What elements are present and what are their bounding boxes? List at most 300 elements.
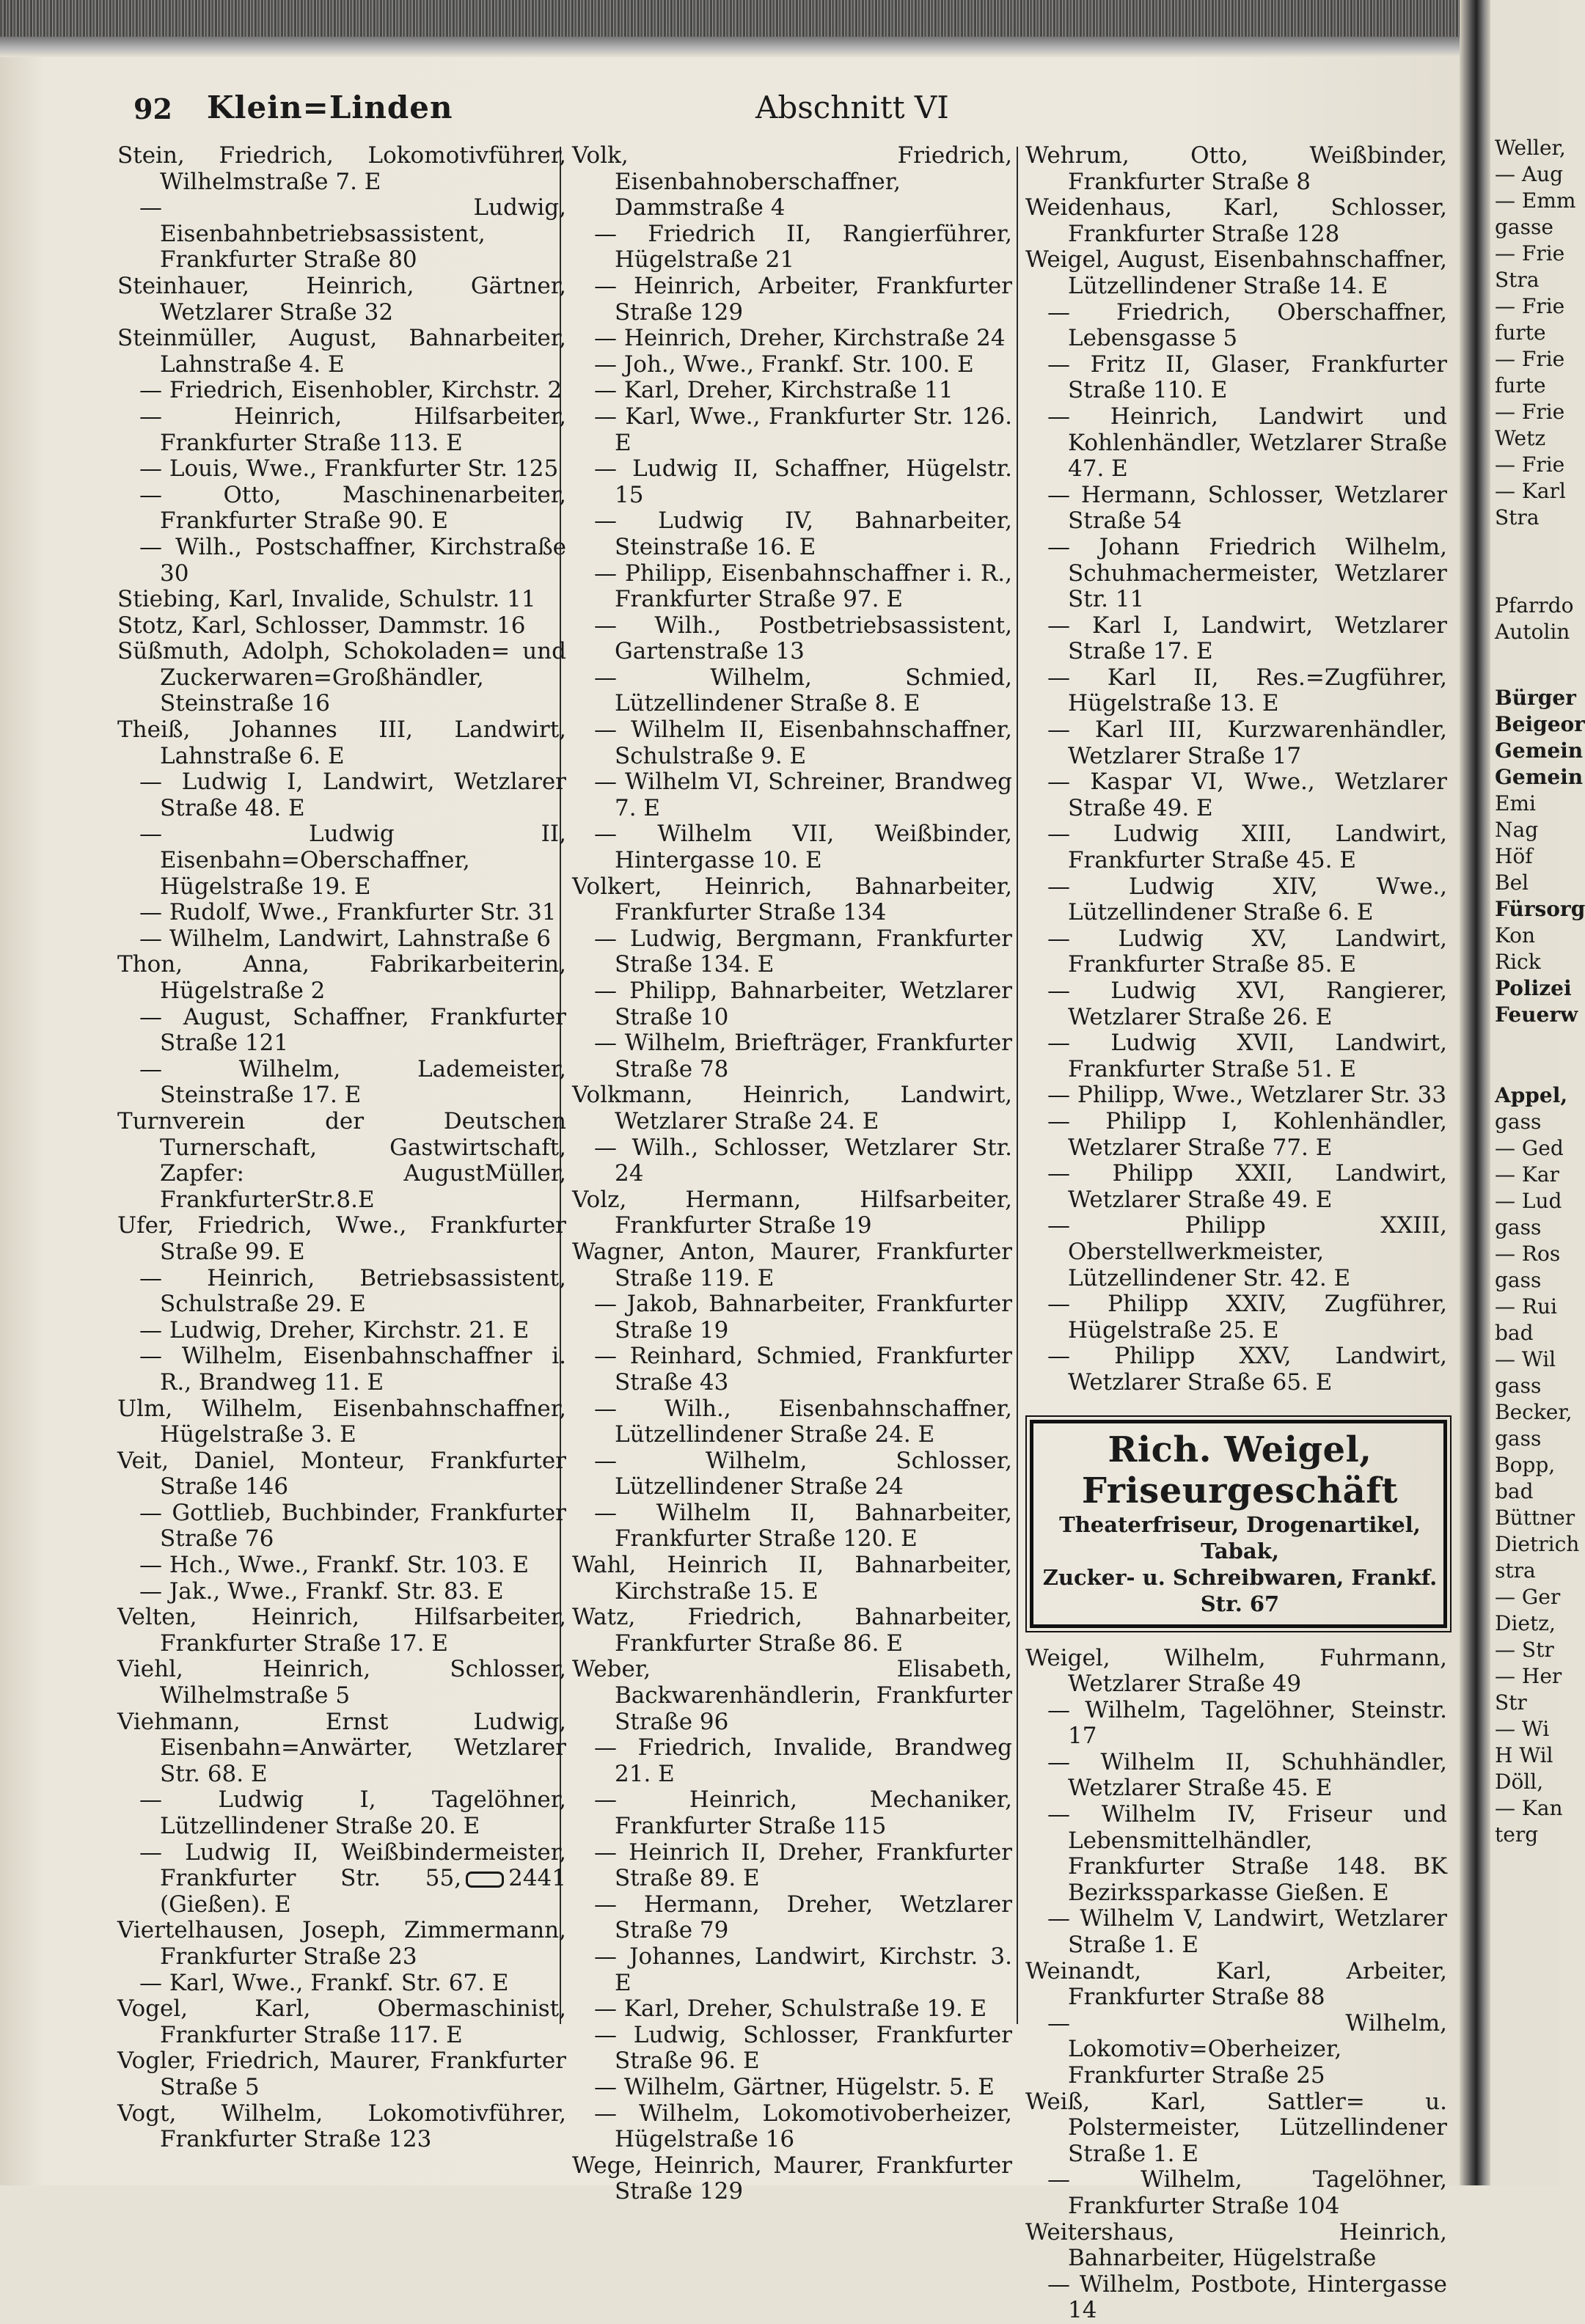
- directory-entry: [572, 2153, 1012, 2205]
- entry-text: Vogel, Karl, Obermaschinist, Frankfurter Straße 117. E: [117, 1995, 566, 2048]
- directory-entry: [117, 1971, 566, 1997]
- directory-entry: [1025, 1750, 1447, 1802]
- directory-entry: [1025, 1344, 1447, 1396]
- directory-entry: [117, 1709, 566, 1788]
- entry-text: — Heinrich, Mechaniker, Frankfurter Straße 115: [594, 1786, 1012, 1839]
- directory-entry: [572, 1030, 1012, 1082]
- directory-entry: [117, 535, 566, 587]
- directory-entry: [1025, 1030, 1447, 1082]
- entry-text: — Wilhelm, Postbote, Hintergasse 14: [1047, 2270, 1447, 2324]
- adjacent-page-fragment: — Frie: [1495, 452, 1565, 477]
- directory-entry: [1025, 143, 1447, 195]
- directory-entry: [572, 404, 1012, 456]
- directory-entry: [117, 926, 566, 953]
- adjacent-page-fragment: Weller,: [1495, 136, 1566, 160]
- entry-text: Weitershaus, Heinrich, Bahnarbeiter, Hügelstraße: [1025, 2218, 1447, 2272]
- adjacent-page-fragment: gass: [1495, 1268, 1542, 1292]
- adjacent-page-fragment: — Frie: [1495, 241, 1565, 265]
- page-number: 92: [133, 92, 172, 125]
- entry-text: — Heinrich, Hilfsarbeiter, Frankfurter Straße 113. E: [139, 403, 566, 456]
- directory-entry: [572, 1291, 1012, 1344]
- entry-text: — Ludwig XIII, Landwirt, Frankfurter Straße 45. E: [1047, 821, 1447, 874]
- directory-entry: [1025, 1213, 1447, 1291]
- adjacent-page-fragment: Appel,: [1495, 1083, 1568, 1107]
- directory-entry: [572, 143, 1012, 221]
- adjacent-page-fragment: — Kan: [1495, 1796, 1563, 1820]
- entry-text: — Karl, Dreher, Schulstraße 19. E: [594, 1995, 987, 2023]
- entry-text: — Ludwig, Dreher, Kirchstr. 21. E: [139, 1316, 530, 1344]
- entry-text: Süßmuth, Adolph, Schokoladen= und Zuckerwaren=Großhändler, Steinstraße 16: [117, 638, 566, 717]
- entry-text: — Heinrich, Landwirt und Kohlenhändler, Wetzlarer Straße 47. E: [1047, 403, 1447, 483]
- entry-text: Viehmann, Ernst Ludwig, Eisenbahn=Anwärter, Wetzlarer Str. 68. E: [117, 1708, 566, 1787]
- advertisement-box: [1030, 1420, 1447, 1628]
- entry-text: Stotz, Karl, Schlosser, Dammstr. 16: [117, 612, 526, 639]
- entry-text: — Karl, Wwe., Frankfurter Str. 126. E: [594, 403, 1012, 456]
- entry-text: — Reinhard, Schmied, Frankfurter Straße 43: [594, 1343, 1012, 1396]
- directory-entry: [572, 2023, 1012, 2075]
- directory-entry: [572, 1605, 1012, 1657]
- entry-text: — Karl, Wwe., Frankf. Str. 67. E: [139, 1969, 509, 1996]
- directory-entry: [117, 2101, 566, 2153]
- adjacent-page-fragment: Fürsorg: [1495, 897, 1585, 921]
- directory-entry: [117, 639, 566, 717]
- entry-text: — Fritz II, Glaser, Frankfurter Straße 110. E: [1047, 351, 1447, 404]
- adjacent-page-fragment: — Her: [1495, 1664, 1562, 1688]
- directory-column-3: [1025, 143, 1447, 2324]
- directory-entry: [117, 1500, 566, 1553]
- directory-entry: [1025, 247, 1447, 299]
- directory-entry: [572, 769, 1012, 821]
- adjacent-page-fragment: gass: [1495, 1374, 1542, 1398]
- directory-entry: [572, 221, 1012, 274]
- entry-text: — Philipp I, Kohlenhändler, Wetzlarer Straße 77. E: [1047, 1107, 1447, 1161]
- directory-entry: [572, 926, 1012, 978]
- directory-entry: [1025, 1109, 1447, 1161]
- directory-entry: [1025, 2220, 1447, 2272]
- adjacent-page-fragment: Höf: [1495, 844, 1533, 868]
- directory-entry: [117, 1266, 566, 1318]
- adjacent-page-fragment: Rick: [1495, 950, 1541, 974]
- adjacent-page-fragment: Dietrich: [1495, 1532, 1580, 1556]
- entry-text-after: (Gießen). E: [160, 1891, 291, 1918]
- directory-entry: [117, 821, 566, 900]
- adjacent-page-fragment: — Frie: [1495, 400, 1565, 424]
- directory-entry: [117, 613, 566, 639]
- entry-text: — Hch., Wwe., Frankf. Str. 103. E: [139, 1552, 530, 1579]
- directory-entry: [572, 1396, 1012, 1448]
- directory-entry: [117, 769, 566, 821]
- adjacent-page-fragment: Dietz,: [1495, 1611, 1556, 1635]
- entry-text: — Ludwig IV, Bahnarbeiter, Steinstraße 16. E: [594, 507, 1012, 560]
- entry-text: — Friedrich, Eisenhobler, Kirchstr. 2: [139, 377, 563, 404]
- adjacent-page-fragment: — Ger: [1495, 1585, 1561, 1609]
- adjacent-page-fragment: — Karl: [1495, 479, 1566, 503]
- adjacent-page-fragment: Wetz: [1495, 426, 1546, 450]
- directory-entry: [572, 1892, 1012, 1944]
- entry-text: — Jak., Wwe., Frankf. Str. 83. E: [139, 1577, 504, 1605]
- directory-entry: [1025, 821, 1447, 873]
- directory-entry: [1025, 613, 1447, 665]
- adjacent-page-fragment: Beigeor: [1495, 712, 1585, 736]
- entry-text: — Wilhelm V, Landwirt, Wetzlarer Straße 1. E: [1047, 1905, 1447, 1959]
- entry-text: — Philipp XXIV, Zugführer, Hügelstraße 25. E: [1047, 1291, 1447, 1344]
- entry-text: — Ludwig II, Weißbindermeister, Frankfurter Str. 55,: [139, 1839, 566, 1892]
- directory-entry: [117, 1918, 566, 1970]
- directory-entry: [117, 1396, 566, 1448]
- entry-text: — Ludwig I, Tagelöhner, Lützellindener Straße 20. E: [139, 1786, 566, 1839]
- entry-text: — Joh., Wwe., Frankf. Str. 100. E: [594, 351, 974, 378]
- directory-entry: [572, 326, 1012, 352]
- entry-text: — Wilhelm, Briefträger, Frankfurter Straße 78: [594, 1030, 1012, 1082]
- adjacent-page-fragment: Döll,: [1495, 1770, 1544, 1794]
- entry-text: — Wilhelm, Landwirt, Lahnstraße 6: [139, 925, 551, 952]
- entry-text: Weiß, Karl, Sattler= u. Polstermeister, Lützellindener Straße 1. E: [1025, 2088, 1447, 2167]
- directory-entry: [572, 1840, 1012, 1892]
- entry-text: Veit, Daniel, Monteur, Frankfurter Straße 146: [117, 1447, 566, 1500]
- directory-entry: [117, 326, 566, 378]
- entry-text: — Ludwig XV, Landwirt, Frankfurter Straße 85. E: [1047, 925, 1447, 978]
- directory-entry: [572, 1996, 1012, 2023]
- page-header: [117, 87, 1449, 138]
- entry-text: Viertelhausen, Joseph, Zimmermann, Frankfurter Straße 23: [117, 1917, 566, 1970]
- entry-text: Turnverein der Deutschen Turnerschaft, Gastwirtschaft, Zapfer: AugustMüller, FrankfurterStr.8.E: [117, 1107, 566, 1213]
- entry-text: Wahl, Heinrich II, Bahnarbeiter, Kirchstraße 15. E: [572, 1552, 1012, 1605]
- entry-text: — Wilh., Postschaffner, Kirchstraße 30: [139, 533, 566, 587]
- directory-entry: [117, 587, 566, 613]
- adjacent-page-fragment: Gemein: [1495, 765, 1584, 789]
- directory-entry: [572, 352, 1012, 378]
- directory-entry: [572, 1787, 1012, 1839]
- entry-text: — Wilhelm, Gärtner, Hügelstr. 5. E: [594, 2073, 995, 2100]
- entry-text: — Wilhelm II, Bahnarbeiter, Frankfurter Straße 120. E: [594, 1499, 1012, 1553]
- directory-entry: [117, 1005, 566, 1057]
- entry-text: Theiß, Johannes III, Landwirt, Lahnstraße 6. E: [117, 716, 566, 769]
- entry-text: Watz, Friedrich, Bahnarbeiter, Frankfurter Straße 86. E: [572, 1604, 1012, 1657]
- directory-entry: [1025, 978, 1447, 1030]
- column-3-entries-bottom: [1025, 1646, 1447, 2324]
- entry-text: — Karl III, Kurzwarenhändler, Wetzlarer Straße 17: [1047, 716, 1447, 769]
- directory-entry: [572, 456, 1012, 508]
- adjacent-page-fragment: — Frie: [1495, 347, 1565, 371]
- adjacent-page-fragment: gasse: [1495, 215, 1553, 239]
- directory-entry: [1025, 2272, 1447, 2324]
- entry-text: — Ludwig II, Schaffner, Hügelstr. 15: [594, 455, 1012, 508]
- entry-text: — Ludwig XIV, Wwe., Lützellindener Straße 6. E: [1047, 873, 1447, 926]
- directory-entry: [1025, 926, 1447, 978]
- entry-text: — Ludwig XVII, Landwirt, Frankfurter Straße 51. E: [1047, 1030, 1447, 1082]
- directory-entry: [572, 1657, 1012, 1735]
- ad-line-2: Zucker- u. Schreibwaren, Frankf. Str. 67: [1042, 1564, 1438, 1616]
- directory-entry: [117, 1787, 566, 1839]
- directory-entry: [1025, 769, 1447, 821]
- directory-entry: [1025, 300, 1447, 352]
- directory-entry: [572, 978, 1012, 1030]
- directory-entry: [117, 378, 566, 404]
- entry-text: — Wilhelm II, Eisenbahnschaffner, Schulstraße 9. E: [594, 716, 1012, 769]
- entry-text: — Heinrich II, Dreher, Frankfurter Straße 89. E: [594, 1839, 1012, 1892]
- directory-entry: [572, 1553, 1012, 1605]
- entry-text: Ufer, Friedrich, Wwe., Frankfurter Straße 99. E: [117, 1212, 566, 1265]
- directory-entry: [117, 483, 566, 535]
- directory-entry: [1025, 1646, 1447, 1698]
- adjacent-page-fragment: Becker,: [1495, 1400, 1573, 1424]
- directory-entry: [572, 508, 1012, 560]
- entry-text: — Wilhelm, Schlosser, Lützellindener Straße 24: [594, 1447, 1012, 1500]
- entry-text: Steinhauer, Heinrich, Gärtner, Wetzlarer Straße 32: [117, 272, 566, 326]
- entry-text: Wege, Heinrich, Maurer, Frankfurter Straße 129: [572, 2152, 1012, 2205]
- adjacent-page-fragment: bad: [1495, 1321, 1534, 1345]
- entry-text: — Johann Friedrich Wilhelm, Schuhmachermeister, Wetzlarer Str. 11: [1047, 533, 1447, 613]
- adjacent-page-fragment: Autolin: [1495, 620, 1570, 644]
- directory-entry: [572, 1187, 1012, 1239]
- entry-text: — Wilhelm, Lokomotiv=Oberheizer, Frankfurter Straße 25: [1047, 2009, 1447, 2089]
- directory-entry: [117, 1996, 566, 2048]
- entry-text: — Otto, Maschinenarbeiter, Frankfurter Straße 90. E: [139, 481, 566, 535]
- page-section-title: Abschnitt VI: [755, 89, 949, 125]
- directory-entry: [1025, 2011, 1447, 2089]
- entry-text: Weber, Elisabeth, Backwarenhändlerin, Frankfurter Straße 96: [572, 1656, 1012, 1735]
- entry-text: — Philipp XXV, Landwirt, Wetzlarer Straße 65. E: [1047, 1343, 1447, 1396]
- directory-entry: [117, 1344, 566, 1396]
- adjacent-page-fragment: Bel: [1495, 870, 1529, 895]
- entry-text: Viehl, Heinrich, Schlosser, Wilhelmstraße 5: [117, 1656, 566, 1709]
- entry-text: Weidenhaus, Karl, Schlosser, Frankfurter Straße 128: [1025, 194, 1447, 247]
- entry-text: — Wilh., Postbetriebsassistent, Gartenstraße 13: [594, 612, 1012, 665]
- directory-entry: [1025, 1959, 1447, 2011]
- adjacent-page-fragment: — Lud: [1495, 1189, 1562, 1213]
- ad-title: Rich. Weigel, Friseurgeschäft: [1081, 1429, 1399, 1511]
- adjacent-page-fragment: Nag: [1495, 818, 1539, 842]
- entry-text: — Wilhelm, Lokomotivoberheizer, Hügelstraße 16: [594, 2100, 1012, 2153]
- directory-entry: [572, 1344, 1012, 1396]
- entry-text: — Wilh., Schlosser, Wetzlarer Str. 24: [594, 1134, 1012, 1187]
- directory-entry: [572, 2075, 1012, 2101]
- directory-entry: [572, 1239, 1012, 1291]
- entry-text: — Wilhelm VI, Schreiner, Brandweg 7. E: [594, 769, 1012, 821]
- adjacent-page-fragment: Str: [1495, 1690, 1527, 1715]
- adjacent-page-fragment: bad: [1495, 1479, 1534, 1503]
- entry-text: — Wilhelm, Eisenbahnschaffner i. R., Brandweg 11. E: [139, 1343, 566, 1396]
- entry-text: Vogler, Friedrich, Maurer, Frankfurter Straße 5: [117, 2048, 566, 2100]
- directory-entry: [117, 1605, 566, 1657]
- adjacent-page-fragment: Stra: [1495, 505, 1540, 529]
- directory-column-1: [117, 143, 566, 2153]
- directory-entry: [572, 274, 1012, 326]
- directory-entry: [117, 274, 566, 326]
- adjacent-page-fragment: Stra: [1495, 268, 1540, 292]
- entry-text: — Philipp, Bahnarbeiter, Wetzlarer Straße 10: [594, 978, 1012, 1030]
- directory-entry: [572, 1448, 1012, 1500]
- adjacent-page-fragment: — Rui: [1495, 1294, 1557, 1319]
- entry-text: — Heinrich, Arbeiter, Frankfurter Straße 129: [594, 272, 1012, 326]
- directory-entry: [1025, 483, 1447, 535]
- directory-entry: [1025, 1698, 1447, 1750]
- directory-entry: [1025, 665, 1447, 717]
- entry-text: — Wilhelm IV, Friseur und Lebensmittelhändler, Frankfurter Straße 148. BK Bezirkssparkasse Gießen. E: [1047, 1801, 1447, 1906]
- directory-entry: [572, 1135, 1012, 1187]
- entry-text: — Louis, Wwe., Frankfurter Str. 125: [139, 455, 559, 483]
- adjacent-page-fragment: — Aug: [1495, 162, 1564, 186]
- entry-text: — Wilh., Eisenbahnschaffner, Lützellindener Straße 24. E: [594, 1395, 1012, 1448]
- entry-text: — Ludwig II, Eisenbahn=Oberschaffner, Hügelstraße 19. E: [139, 821, 566, 900]
- entry-text: — Heinrich, Betriebsassistent, Schulstraße 29. E: [139, 1264, 566, 1318]
- entry-text: — Kaspar VI, Wwe., Wetzlarer Straße 49. E: [1047, 769, 1447, 821]
- directory-entry: [1025, 1082, 1447, 1109]
- entry-text: — Ludwig, Bergmann, Frankfurter Straße 134. E: [594, 925, 1012, 978]
- directory-entry: [117, 1657, 566, 1709]
- adjacent-page-edge: [1490, 0, 1585, 2185]
- adjacent-page-fragment: — Frie: [1495, 294, 1565, 318]
- directory-entry: [572, 613, 1012, 665]
- directory-entry: [117, 1318, 566, 1344]
- directory-entry: [572, 378, 1012, 404]
- directory-entry: [1025, 404, 1447, 483]
- entry-text: Wagner, Anton, Maurer, Frankfurter Straße 119. E: [572, 1238, 1012, 1291]
- entry-text: Weigel, August, Eisenbahnschaffner, Lützellindener Straße 14. E: [1025, 246, 1447, 299]
- adjacent-page-fragment: — Emm: [1495, 188, 1576, 213]
- entry-text: — Ludwig I, Landwirt, Wetzlarer Straße 48. E: [139, 769, 566, 821]
- directory-entry: [572, 1944, 1012, 1996]
- entry-text: Volkmann, Heinrich, Landwirt, Wetzlarer Straße 24. E: [572, 1082, 1012, 1134]
- entry-text: — Philipp, Eisenbahnschaffner i. R., Frankfurter Straße 97. E: [594, 560, 1012, 613]
- entry-text: Steinmüller, August, Bahnarbeiter, Lahnstraße 4. E: [117, 325, 566, 378]
- adjacent-page-fragment: Pfarrdo: [1495, 593, 1574, 617]
- entry-text: — Karl II, Res.=Zugführer, Hügelstraße 13. E: [1047, 664, 1447, 717]
- entry-text: — Philipp XXII, Landwirt, Wetzlarer Straße 49. E: [1047, 1160, 1447, 1213]
- directory-entry: [117, 456, 566, 483]
- directory-entry: [117, 1213, 566, 1265]
- page-top-shadow: [0, 37, 1559, 57]
- page-place-title: Klein=Linden: [207, 89, 453, 125]
- adjacent-page-fragment: Feuerw: [1495, 1002, 1578, 1027]
- entry-text: — Johannes, Landwirt, Kirchstr. 3. E: [594, 1943, 1012, 1996]
- adjacent-page-fragment: gass: [1495, 1215, 1542, 1239]
- entry-text: — Philipp XXIII, Oberstellwerkmeister, Lützellindener Str. 42. E: [1047, 1212, 1447, 1291]
- entry-text: — Gottlieb, Buchbinder, Frankfurter Straße 76: [139, 1499, 566, 1553]
- entry-text: Thon, Anna, Fabrikarbeiterin, Hügelstraße 2: [117, 951, 566, 1004]
- entry-text: — Hermann, Schlosser, Wetzlarer Straße 54: [1047, 481, 1447, 535]
- adjacent-page-fragment: — Wil: [1495, 1347, 1556, 1371]
- ad-line-1: Theaterfriseur, Drogenartikel, Tabak,: [1059, 1511, 1421, 1564]
- adjacent-page-fragment: — Wi: [1495, 1717, 1550, 1741]
- adjacent-page-fragment: gass: [1495, 1426, 1542, 1451]
- adjacent-page-fragment: Bopp,: [1495, 1453, 1556, 1477]
- adjacent-page-fragment: Gemein: [1495, 738, 1584, 763]
- column-divider: [1017, 147, 1018, 2024]
- directory-entry: [572, 1500, 1012, 1553]
- adjacent-page-fragment: — Kar: [1495, 1162, 1559, 1187]
- directory-entry: [572, 821, 1012, 873]
- entry-text: — Friedrich, Oberschaffner, Lebensgasse 5: [1047, 298, 1447, 352]
- directory-entry: [572, 561, 1012, 613]
- directory-entry: [1025, 2089, 1447, 2168]
- entry-text: — Philipp, Wwe., Wetzlarer Str. 33: [1047, 1082, 1447, 1109]
- entry-text: — Rudolf, Wwe., Frankfurter Str. 31: [139, 899, 557, 926]
- directory-entry: [1025, 1802, 1447, 1906]
- directory-entry: [1025, 1291, 1447, 1344]
- entry-text: — Wilhelm, Tagelöhner, Frankfurter Straße 104: [1047, 2166, 1447, 2219]
- adjacent-page-fragment: furte: [1495, 320, 1546, 345]
- directory-entry: [572, 1082, 1012, 1134]
- directory-entry: [117, 143, 566, 195]
- directory-entry: [1025, 352, 1447, 404]
- entry-text: Volk, Friedrich, Eisenbahnoberschaffner, Dammstraße 4: [572, 142, 1012, 221]
- directory-entry: [117, 1579, 566, 1605]
- entry-text: Stein, Friedrich, Lokomotivführer, Wilhelmstraße 7. E: [117, 142, 566, 195]
- adjacent-page-fragment: — Str: [1495, 1638, 1554, 1662]
- directory-column-2: [572, 143, 1012, 2205]
- entry-text: — Jakob, Bahnarbeiter, Frankfurter Straße 19: [594, 1291, 1012, 1344]
- directory-entry: [572, 665, 1012, 717]
- entry-text: Stiebing, Karl, Invalide, Schulstr. 11: [117, 586, 536, 613]
- entry-text: — Ludwig, Eisenbahnbetriebsassistent, Frankfurter Straße 80: [139, 194, 566, 274]
- directory-entry: [117, 900, 566, 926]
- book-spine: [1460, 0, 1490, 2185]
- page-top-edge: [0, 0, 1559, 37]
- directory-entry: [1025, 717, 1447, 769]
- entry-text: Weigel, Wilhelm, Fuhrmann, Wetzlarer Straße 49: [1025, 1644, 1447, 1698]
- adjacent-page-fragment: gass: [1495, 1110, 1542, 1134]
- entry-text: Velten, Heinrich, Hilfsarbeiter, Frankfurter Straße 17. E: [117, 1604, 566, 1657]
- adjacent-page-fragment: Bürger: [1495, 686, 1576, 710]
- entry-text: — Karl I, Landwirt, Wetzlarer Straße 17. E: [1047, 612, 1447, 665]
- directory-entry: [117, 1553, 566, 1579]
- directory-entry: [117, 1840, 566, 1918]
- directory-entry: [1025, 1161, 1447, 1213]
- entry-text: Volz, Hermann, Hilfsarbeiter, Frankfurter Straße 19: [572, 1186, 1012, 1239]
- phone-number: 2441: [508, 1865, 566, 1892]
- directory-entry: [117, 1448, 566, 1500]
- adjacent-page-fragment: Kon: [1495, 923, 1536, 947]
- entry-text: — Heinrich, Dreher, Kirchstraße 24: [594, 325, 1006, 352]
- adjacent-page-fragment: Polizei: [1495, 976, 1572, 1000]
- entry-text: — Friedrich, Invalide, Brandweg 21. E: [594, 1734, 1012, 1787]
- adjacent-page-fragment: — Ros: [1495, 1242, 1561, 1266]
- directory-entry: [117, 1109, 566, 1213]
- directory-entry: [1025, 874, 1447, 926]
- directory-entry: [117, 195, 566, 274]
- entry-text: Weinandt, Karl, Arbeiter, Frankfurter Straße 88: [1025, 1957, 1447, 2011]
- adjacent-page-fragment: stra: [1495, 1558, 1536, 1583]
- entry-text: Wehrum, Otto, Weißbinder, Frankfurter Straße 8: [1025, 142, 1447, 195]
- entry-text: — August, Schaffner, Frankfurter Straße 121: [139, 1003, 566, 1057]
- directory-entry: [117, 1057, 566, 1109]
- entry-text: — Wilhelm, Tagelöhner, Steinstr. 17: [1047, 1696, 1447, 1750]
- column-3-entries-top: [1025, 143, 1447, 1396]
- entry-text: — Friedrich II, Rangierführer, Hügelstraße 21: [594, 220, 1012, 274]
- adjacent-page-fragment: furte: [1495, 373, 1546, 397]
- directory-entry: [572, 717, 1012, 769]
- entry-text: — Wilhelm, Lademeister, Steinstraße 17. E: [139, 1055, 566, 1109]
- directory-entry: [1025, 195, 1447, 247]
- entry-text: — Wilhelm, Schmied, Lützellindener Straße 8. E: [594, 664, 1012, 717]
- entry-text: — Ludwig XVI, Rangierer, Wetzlarer Straße 26. E: [1047, 978, 1447, 1030]
- entry-text: — Ludwig, Schlosser, Frankfurter Straße 96. E: [594, 2021, 1012, 2075]
- adjacent-page-fragment: Büttner: [1495, 1506, 1575, 1530]
- directory-entry: [572, 1735, 1012, 1787]
- directory-entry: [572, 874, 1012, 926]
- directory-entry: [572, 2101, 1012, 2153]
- entry-text: Volkert, Heinrich, Bahnarbeiter, Frankfurter Straße 134: [572, 873, 1012, 926]
- directory-entry: [1025, 1906, 1447, 1958]
- entry-text: — Wilhelm II, Schuhhändler, Wetzlarer Straße 45. E: [1047, 1748, 1447, 1802]
- entry-text: Ulm, Wilhelm, Eisenbahnschaffner, Hügelstraße 3. E: [117, 1395, 566, 1448]
- entry-text: Vogt, Wilhelm, Lokomotivführer, Frankfurter Straße 123: [117, 2100, 566, 2153]
- entry-text: — Karl, Dreher, Kirchstraße 11: [594, 377, 953, 404]
- adjacent-page-fragment: H Wil: [1495, 1743, 1553, 1767]
- telephone-icon: [466, 1872, 504, 1888]
- entry-text: — Hermann, Dreher, Wetzlarer Straße 79: [594, 1891, 1012, 1944]
